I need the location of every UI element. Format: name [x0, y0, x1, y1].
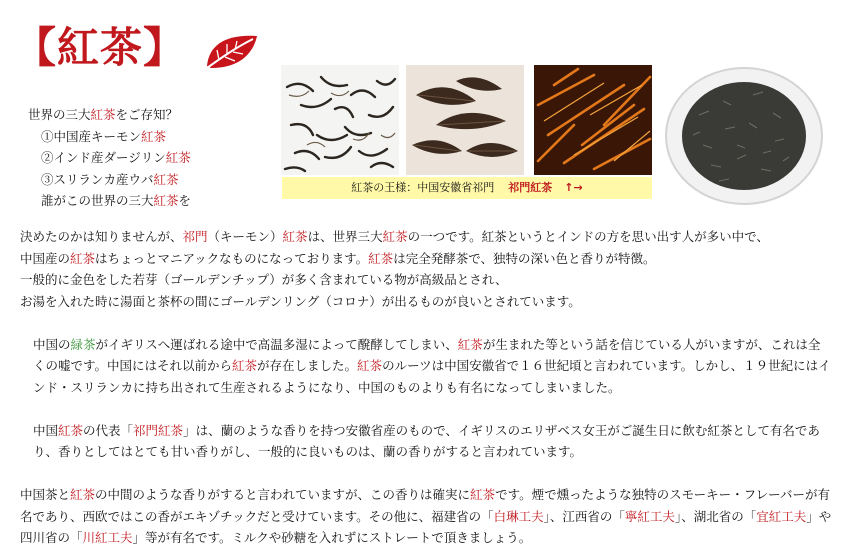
body-text: 」は、蘭のような香りを持つ安徽省産のもので、イギリスのエリザベス女王がご誕生日に飲む紅茶として有名であり、香りとしてはとても甘い香りがし、一般的に良いものは、蘭の香りがすると言われています。 — [33, 422, 820, 459]
intro-highlight: 紅茶 — [153, 171, 179, 187]
body-highlight: 寧紅工夫 — [624, 508, 675, 524]
body-text: 中国産の — [20, 250, 71, 266]
caption-tea-name: 祁門紅茶 — [508, 181, 553, 194]
caption-arrow: ↑→ — [564, 181, 583, 194]
body-text: がイギリスへ運ばれる途中で高温多湿によって醗酵してしまい、 — [95, 336, 458, 352]
body-text: の中間のような香りがすると言われていますが、この香りは確実に — [95, 487, 471, 502]
intro-text: ①中国産キーモン — [41, 128, 142, 144]
intro-highlight: 紅茶 — [153, 193, 179, 208]
intro-item — [28, 147, 191, 169]
body-text: です。煙で燻ったような独特のスモーキー・フレーバーが有名であり、西欧ではこの香がエキゾチックだと受けています。その他に、福建省の「 — [20, 487, 830, 524]
body-text: （キーモン） — [207, 229, 283, 244]
body-highlight: 宜紅工夫 — [756, 508, 807, 524]
intro-line — [28, 104, 191, 126]
body-text: 決めたのかは知りませんが、 — [20, 229, 183, 244]
red-leaf-icon — [203, 30, 261, 72]
body-highlight: 川紅工夫 — [82, 530, 133, 545]
tea-leaves-photo-brewed — [406, 65, 524, 175]
body-highlight: 祁門 — [182, 229, 208, 244]
body-text: のルーツは中国安徽省で１６世紀頃と言われています。しかし、１９世紀にはインド・スリランカに持ち出されて生産されるようになり、中国のものよりも有名になってしまいました。 — [33, 358, 831, 395]
body-text: が存在しました。 — [257, 358, 358, 373]
intro-line — [28, 190, 191, 212]
intro-text: 世界の三大 — [28, 107, 91, 122]
body-text: は完全発酵茶で、独特の深い色と香りが特徴。 — [393, 250, 656, 266]
article-body — [20, 226, 832, 549]
body-highlight-green: 緑茶 — [70, 336, 96, 352]
body-highlight: 白琳工夫 — [493, 508, 544, 524]
intro-text: ③スリランカ産ウバ — [41, 171, 154, 187]
body-highlight: 紅茶 — [282, 229, 308, 244]
paragraph-1-line — [20, 226, 832, 248]
body-text: 」等が有名です。ミルクや砂糖を入れずにストレートで頂きましょう。 — [132, 530, 532, 545]
body-text: はちょっとマニアックなものになっております。 — [95, 250, 369, 266]
paragraph-2 — [20, 334, 832, 399]
body-highlight: 祁門紅茶 — [133, 422, 184, 438]
paragraph-1-line: お湯を入れた時に湯面と茶杯の間にゴールデンリング（コロナ）が出るものが良いとされています。 — [20, 293, 581, 309]
body-highlight: 紅茶 — [58, 422, 84, 438]
body-highlight: 紅茶 — [368, 250, 394, 266]
intro-item — [28, 169, 191, 191]
body-text: の一つです。紅茶というとインドの方を思い出す人が多い中で、 — [407, 229, 769, 244]
intro-highlight: 紅茶 — [141, 128, 167, 144]
body-highlight: 紅茶 — [457, 336, 483, 352]
body-highlight: 紅茶 — [70, 250, 96, 266]
intro-text: 誰がこの世界の三大 — [41, 193, 154, 208]
paragraph-1-line: 一般的に金色をした若芽（ゴールデンチップ）が多く含まれている物が高級品とされ、 — [20, 272, 508, 287]
body-text: 」、湖北省の「 — [674, 508, 757, 524]
body-text: は、世界三大 — [307, 229, 383, 244]
caption-text: 紅茶の王様：中国安徽省祁門 — [351, 181, 495, 194]
intro-text: をご存知？ — [115, 107, 179, 122]
paragraph-3 — [20, 420, 832, 463]
body-text: 」や四川省の「 — [20, 508, 832, 545]
tea-leaves-photo-golden — [534, 65, 652, 175]
photo-caption — [282, 177, 652, 199]
body-text: 中国茶と — [20, 487, 71, 502]
intro-text: を — [178, 193, 192, 208]
body-highlight: 紅茶 — [357, 358, 383, 373]
body-highlight: 紅茶 — [232, 358, 258, 373]
paragraph-4 — [20, 484, 832, 549]
body-text: 」、江西省の「 — [543, 508, 625, 524]
body-highlight: 紅茶 — [382, 229, 408, 244]
intro-text: ②インド産ダージリン — [41, 150, 166, 165]
intro-item — [28, 126, 191, 148]
body-text: 中国の — [33, 336, 71, 352]
paragraph-1-line — [20, 248, 832, 270]
tea-leaves-photo-dry — [281, 65, 399, 175]
tea-plate-photo — [663, 65, 825, 207]
body-text: が生まれた等という話を信じている人がいますが、これは全くの嘘です。中国にはそれ以前から — [33, 336, 821, 373]
intro-list — [28, 104, 191, 212]
body-highlight: 紅茶 — [470, 487, 496, 502]
page-title: 【紅茶】 — [14, 23, 187, 72]
body-text: の代表「 — [83, 422, 134, 438]
body-highlight: 紅茶 — [70, 487, 96, 502]
intro-highlight: 紅茶 — [165, 150, 191, 165]
intro-highlight: 紅茶 — [90, 107, 116, 122]
body-text: 中国 — [33, 422, 59, 438]
